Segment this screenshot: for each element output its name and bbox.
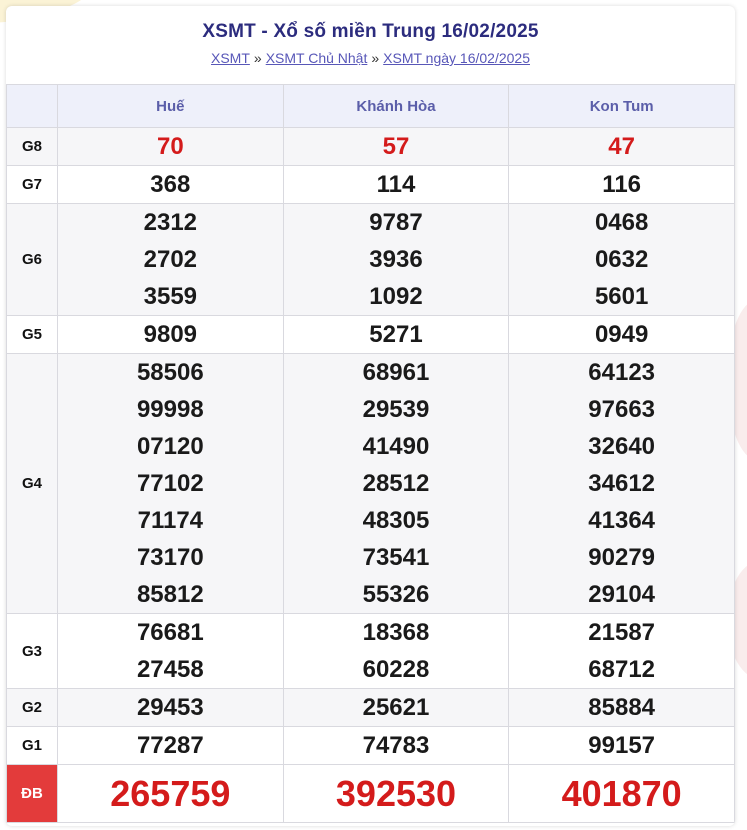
prize-cell: [283, 765, 509, 823]
prize-number: 57: [382, 133, 410, 160]
prize-cell: [509, 614, 735, 689]
prize-number: 29104: [588, 581, 656, 608]
breadcrumb: [6, 50, 735, 66]
prize-label: G5: [7, 316, 58, 354]
prize-cell: [283, 689, 509, 727]
corner-cell: [7, 85, 58, 128]
prize-number: 28512: [362, 470, 430, 497]
province-header-khanh-hoa[interactable]: Khánh Hòa: [283, 85, 509, 128]
prize-row: [7, 128, 735, 166]
prize-row: [7, 727, 735, 765]
prize-number: 3936: [369, 246, 423, 273]
prize-number: 77102: [136, 470, 204, 497]
prize-number: 2702: [143, 246, 198, 273]
prize-number: 60228: [362, 656, 430, 683]
prize-cell: [58, 689, 284, 727]
prize-number: 71174: [137, 507, 204, 534]
prize-number: 74783: [362, 732, 430, 759]
prize-cell: [283, 128, 509, 166]
prize-number: 70: [156, 133, 184, 160]
prize-cell: [509, 354, 735, 614]
prize-number: 5601: [594, 283, 649, 310]
prize-number: 77287: [136, 732, 204, 759]
prize-cell: [283, 316, 509, 354]
prize-number: 76681: [136, 619, 204, 646]
prize-number: 265759: [110, 773, 231, 814]
prize-cell: [509, 128, 735, 166]
prize-number: 68961: [362, 359, 430, 386]
prize-cell: [283, 166, 509, 204]
prize-row: [7, 689, 735, 727]
prize-number: 68712: [588, 656, 656, 683]
prize-number: 1092: [369, 283, 423, 310]
prize-number: 90279: [588, 544, 656, 571]
prize-number: 34612: [588, 470, 656, 497]
prize-cell: [283, 727, 509, 765]
prize-cell: [58, 128, 284, 166]
page-title: XSMT - Xổ số miền Trung 16/02/2025: [202, 21, 539, 42]
breadcrumb-link-sunday[interactable]: XSMT Chủ Nhật: [265, 50, 368, 66]
prize-number: 0632: [594, 246, 649, 273]
prize-number: 99157: [588, 732, 656, 759]
prize-row: [7, 354, 735, 614]
results-header: [6, 6, 735, 84]
prize-cell: [58, 765, 284, 823]
prize-cell: [509, 166, 735, 204]
province-header-kon-tum[interactable]: Kon Tum: [509, 85, 735, 128]
prize-cell: [283, 204, 509, 316]
prize-cell: [509, 727, 735, 765]
prize-label: G6: [7, 204, 58, 316]
prize-label: ĐB: [7, 765, 58, 823]
prize-number: 97663: [588, 396, 656, 423]
breadcrumb-link-date[interactable]: XSMT ngày 16/02/2025: [383, 50, 530, 66]
prize-label: G7: [7, 166, 58, 204]
prize-number: 25621: [362, 694, 430, 721]
results-table: [6, 84, 735, 823]
prize-cell: [509, 204, 735, 316]
prize-number: 58506: [136, 359, 204, 386]
province-header-hue[interactable]: Huế: [58, 85, 284, 128]
prize-row: [7, 765, 735, 823]
province-header-row: [7, 85, 735, 128]
breadcrumb-separator: »: [371, 50, 380, 66]
prize-cell: [58, 354, 284, 614]
prize-number: 73541: [362, 544, 430, 571]
prize-number: 99998: [136, 396, 204, 423]
prize-number: 27458: [136, 656, 204, 683]
prize-row: [7, 166, 735, 204]
prize-number: 47: [608, 133, 635, 160]
prize-cell: [509, 689, 735, 727]
prize-number: 368: [150, 171, 191, 198]
prize-number: 114: [376, 171, 416, 198]
prize-row: [7, 204, 735, 316]
prize-row: [7, 614, 735, 689]
prize-label: G4: [7, 354, 58, 614]
prize-number: 116: [602, 171, 642, 198]
prize-number: 32640: [588, 433, 656, 460]
prize-cell: [58, 166, 284, 204]
prize-label: G8: [7, 128, 58, 166]
prize-label: G3: [7, 614, 58, 689]
prize-number: 48305: [362, 507, 430, 534]
prize-cell: [58, 614, 284, 689]
prize-number: 29539: [362, 396, 430, 423]
prize-number: 29453: [136, 694, 204, 721]
breadcrumb-separator: »: [253, 50, 262, 66]
prize-label: G2: [7, 689, 58, 727]
prize-cell: [58, 316, 284, 354]
prize-number: 3559: [143, 283, 198, 310]
prize-number: 392530: [335, 773, 457, 814]
prize-number: 9809: [143, 321, 198, 348]
prize-number: 85812: [136, 581, 204, 608]
prize-cell: [283, 614, 509, 689]
prize-number: 18368: [362, 619, 430, 646]
prize-number: 41490: [362, 433, 430, 460]
prize-number: 0949: [594, 321, 649, 348]
prize-label: G1: [7, 727, 58, 765]
prize-cell: [58, 727, 284, 765]
prize-row: [7, 316, 735, 354]
prize-number: 85884: [588, 694, 656, 721]
breadcrumb-link-xsmt[interactable]: XSMT: [211, 50, 250, 66]
prize-number: 9787: [369, 209, 423, 236]
prize-cell: [509, 765, 735, 823]
results-body: [7, 128, 735, 823]
prize-number: 5271: [369, 321, 423, 348]
prize-number: 73170: [136, 544, 204, 571]
prize-number: 55326: [362, 581, 430, 608]
prize-cell: [58, 204, 284, 316]
prize-cell: [283, 354, 509, 614]
results-card: [6, 6, 735, 826]
prize-number: 41364: [588, 507, 656, 534]
prize-number: 401870: [561, 773, 682, 814]
prize-cell: [509, 316, 735, 354]
prize-number: 07120: [136, 433, 204, 460]
prize-number: 0468: [594, 209, 649, 236]
prize-number: 2312: [143, 209, 198, 236]
prize-number: 21587: [588, 619, 656, 646]
prize-number: 64123: [588, 359, 656, 386]
